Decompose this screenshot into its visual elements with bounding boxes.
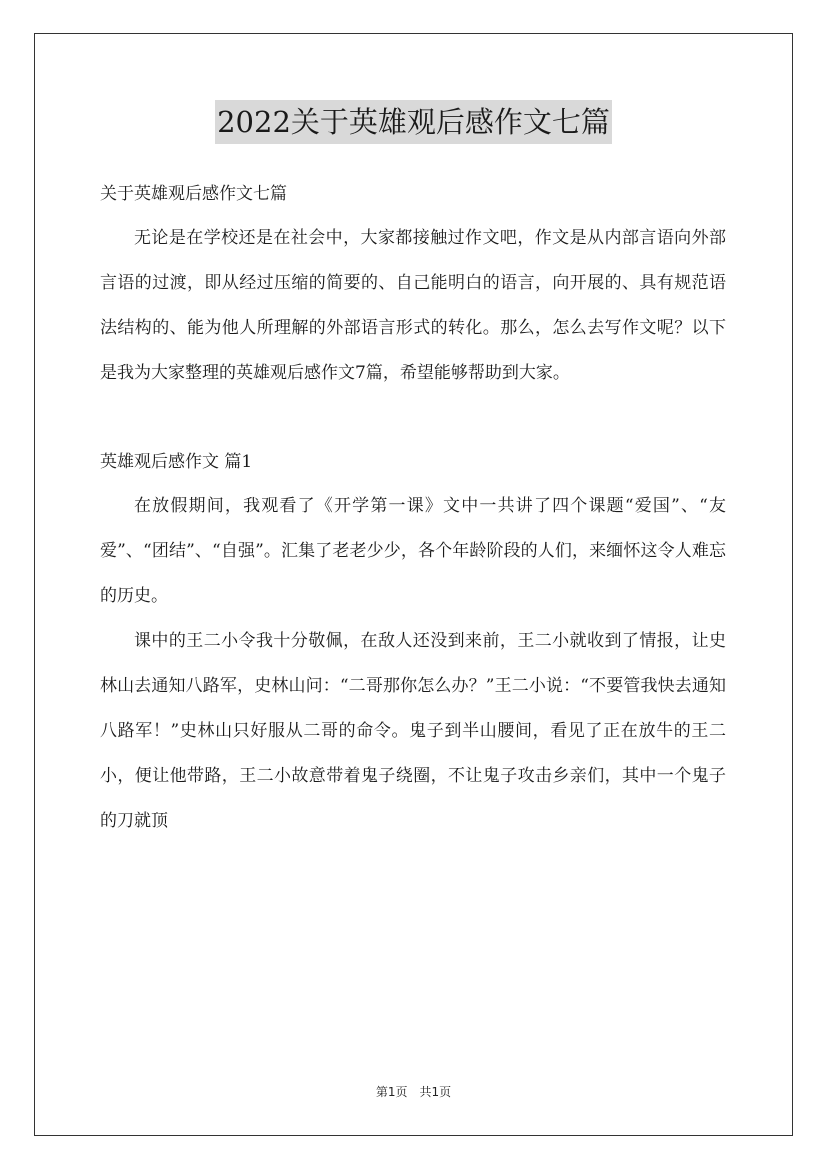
document-body xyxy=(100,173,726,844)
intro-paragraph: 无论是在学校还是在社会中，大家都接触过作文吧，作文是从内部言语向外部言语的过渡，即从经过压缩的简要的、自己能明白的语言，向开展的、具有规范语法结构的、能为他人所理解的外部语言形式的转化。那么，怎么去写作文呢？以下是我为大家整理的英雄观后感作文7篇，希望能够帮助到大家。 xyxy=(100,228,726,383)
document-title: 2022关于英雄观后感作文七篇 xyxy=(215,100,612,144)
page-footer: 第1页 共1页 xyxy=(375,1085,452,1099)
section-1-paragraph-1: 在放假期间，我观看了《开学第一课》文中一共讲了四个课题“爱国”、“友爱”、“团结”、“自强”。汇集了老老少少，各个年龄阶段的人们，来缅怀这令人难忘的历史。 xyxy=(100,496,726,606)
document-subtitle: 关于英雄观后感作文七篇 xyxy=(100,184,287,204)
title-container xyxy=(0,100,827,144)
section-1-heading: 英雄观后感作文 篇1 xyxy=(100,452,253,472)
section-1-paragraph-2: 课中的王二小令我十分敬佩，在敌人还没到来前，王二小就收到了情报，让史林山去通知八路军，史林山问：“二哥那你怎么办？”王二小说：“不要管我快去通知八路军！”史林山只好服从二哥的命令。鬼子到半山腰间，看见了正在放牛的王二小，便让他带路，王二小故意带着鬼子绕圈，不让鬼子攻击乡亲们，其中一个鬼子的刀就顶 xyxy=(100,631,726,831)
